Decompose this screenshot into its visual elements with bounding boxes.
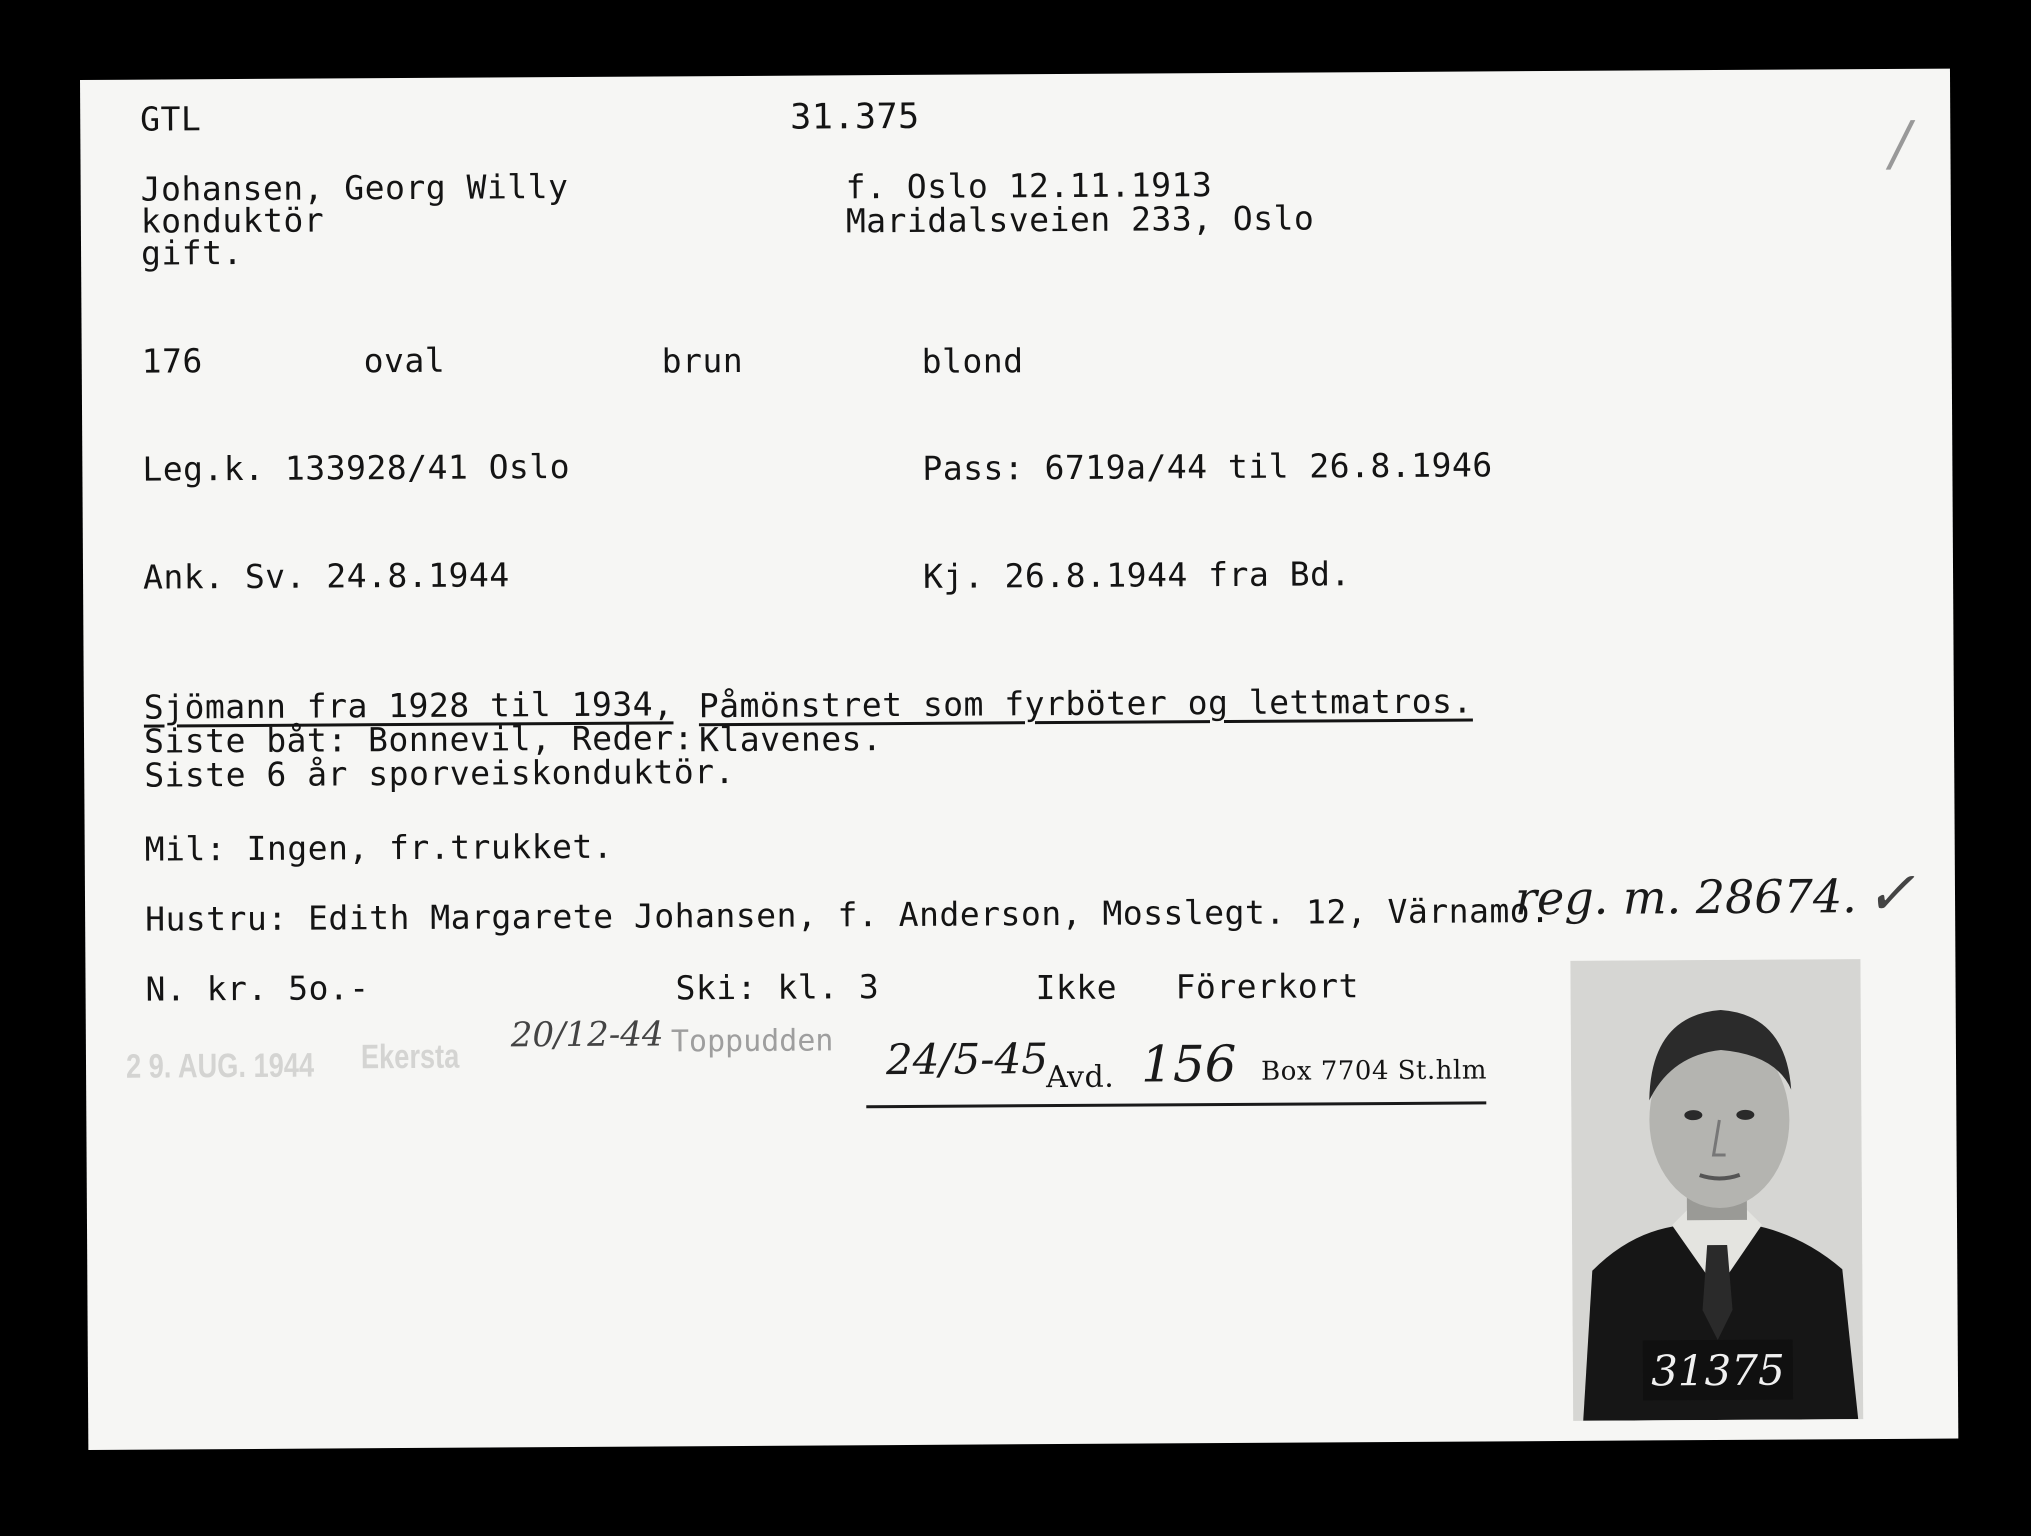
hair-color: blond: [921, 341, 1024, 381]
no-license: Ikke: [1035, 967, 1118, 1008]
toppudden-stamp: Toppudden: [670, 1023, 834, 1060]
portrait-photo: [1570, 959, 1863, 1421]
passport: Pass: 6719a/44 til 26.8.1946: [922, 445, 1493, 488]
registration-card: [80, 69, 1958, 1450]
card-number: 31.375: [790, 96, 920, 138]
drivers-license: Förerkort: [1175, 966, 1359, 1007]
bio-last-ship: Siste båt: Bonnevil, Reder:: [143, 718, 695, 761]
margin-mark-icon: /: [1890, 108, 1911, 179]
place-stamp: Ekersta: [360, 1037, 460, 1077]
check-mark-icon: ✓: [1864, 858, 1916, 930]
marital-status: gift.: [140, 233, 244, 273]
avd-value: 156: [1140, 1034, 1237, 1094]
face-shape: oval: [363, 340, 446, 381]
bio-last-job: Siste 6 år sporveiskonduktör.: [144, 752, 736, 795]
wife: Hustru: Edith Margarete Johansen, f. Anderson, Mosslegt. 12, Värnamo.: [145, 891, 1551, 939]
signature-line: [866, 1101, 1486, 1108]
bio-shipowner: Klavenes.: [698, 719, 883, 760]
portrait-image: [1570, 959, 1863, 1421]
legitimation-card: Leg.k. 133928/41 Oslo: [142, 447, 571, 489]
height-value: 176: [141, 341, 203, 381]
handwritten-date-2: 24/5-45: [885, 1034, 1049, 1085]
occupation: konduktör: [140, 200, 325, 241]
eye-color: brun: [661, 340, 744, 381]
bio-seaman: Sjömann fra 1928 til 1934,: [143, 684, 674, 727]
address: Maridalsveien 233, Oslo: [845, 198, 1315, 241]
box-address: Box 7704 St.hlm: [1260, 1055, 1488, 1087]
ski-class: Ski: kl. 3: [675, 967, 880, 1008]
handwritten-date-1: 20/12-44: [510, 1014, 664, 1056]
cash-amount: N. kr. 5o.-: [145, 968, 370, 1009]
date-stamp: 2 9. AUG. 1944: [125, 1046, 315, 1086]
arrival-from: Kj. 26.8.1944 fra Bd.: [922, 554, 1351, 596]
arrival-sweden: Ank. Sv. 24.8.1944: [142, 555, 510, 597]
bio-mustered: Påmönstret som fyrböter og lettmatros.: [698, 681, 1473, 726]
birth-info: f. Oslo 12.11.1913: [845, 165, 1213, 207]
avd-label: Avd.: [1046, 1059, 1115, 1096]
person-name: Johansen, Georg Willy: [140, 167, 569, 209]
card-code: GTL: [140, 99, 202, 139]
wife-reg-handwritten: reg. m. 28674.: [1514, 869, 1857, 926]
military: Mil: Ingen, fr.trukket.: [144, 826, 614, 869]
photo-number: 31375: [1650, 1345, 1785, 1396]
